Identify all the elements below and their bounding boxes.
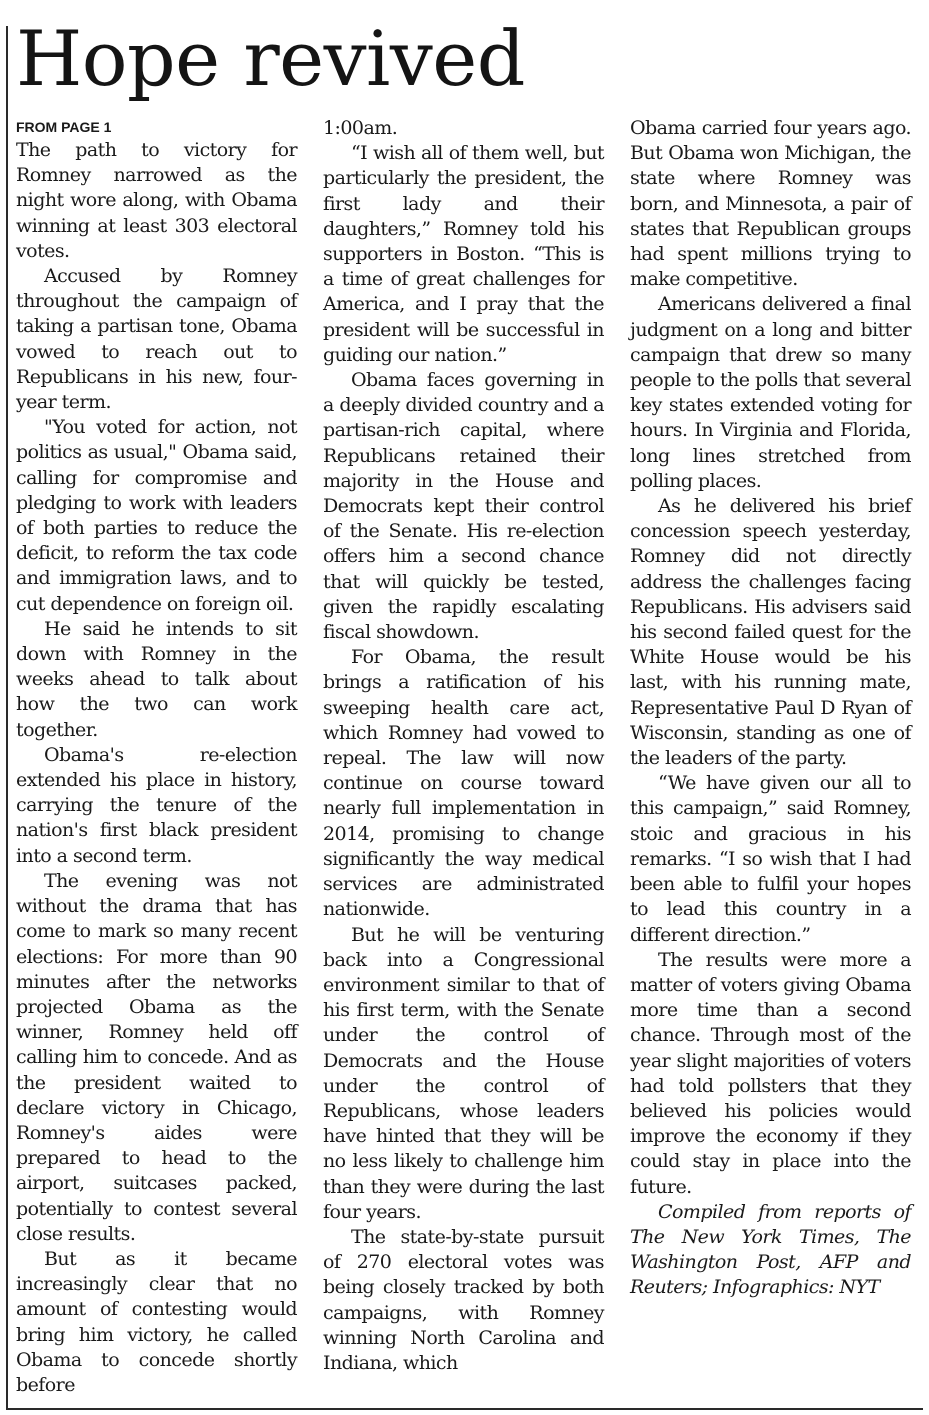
paragraph: Americans delivered a final judgment on a long and bitter campaign that drew so many people to the polls that several key states extended voting for hours. In Virginia and Florida, long lines stretched from polling places. bbox=[630, 293, 911, 492]
paragraph: The state-by-state pursuit of 270 electoral votes was being closely tracked by both campaigns, with Romney winning North Carolina and Indiana, which bbox=[323, 1225, 604, 1374]
left-column-rule bbox=[6, 26, 8, 1408]
bottom-rule bbox=[6, 1408, 923, 1410]
paragraph: "You voted for action, not politics as usual," Obama said, calling for compromise and pledging to work with leaders of both parties to reduce the deficit, to reform the tax code and immigration laws, and to cut dependence on foreign oil. bbox=[16, 416, 297, 615]
paragraph: But he will be venturing back into a Congressional environment similar to that of his first term, with the Senate under the control of Democrats and the House under the control of Republicans, whose leaders have hinted that they will be no less likely to challenge him than they were during the last four years. bbox=[323, 923, 604, 1223]
paragraph: “I wish all of them well, but particularly the president, the first lady and their daughters,” Romney told his supporters in Boston. “This is a time of great challenges for America, and I pray that the president will be successful in guiding our nation.” bbox=[323, 142, 604, 366]
paragraph: The path to victory for Romney narrowed as the night wore along, with Obama winning at least 303 electoral votes. bbox=[16, 139, 297, 262]
paragraph: Obama faces governing in a deeply divided country and a partisan-rich capital, where Republicans retained their majority in the House and Democrats kept their control of the Senate. His re-election offers him a second chance that will quickly be tested, given the rapidly escalating fiscal showdown. bbox=[323, 369, 604, 644]
kicker-from-page: FROM PAGE 1 bbox=[16, 119, 112, 135]
paragraph: For Obama, the result brings a ratification of his sweeping health care act, which Romney had vowed to repeal. The law will now continue on course toward nearly full implementation in 2014, promising to change significantly the way medical services are administrated nationwide. bbox=[323, 646, 604, 921]
paragraph: The evening was not without the drama that has come to mark so many recent elections: For more than 90 minutes after the networks projected Obama as the winner, Romney held off calling him to concede. And as the president waited to declare victory in Chicago, Romney's aides were prepared to head to the airport, suitcases packed, potentially to contest several close results. bbox=[16, 869, 297, 1245]
paragraph: The results were more a matter of voters giving Obama more time than a second chance. Through most of the year slight majorities of voters had told pollsters that they believed his policies would improve the economy if they could stay in place into the future. bbox=[630, 948, 911, 1198]
paragraph: As he delivered his brief concession speech yesterday, Romney did not directly address the challenges facing Republicans. His advisers said his second failed quest for the White House would be his last, with his running mate, Representative Paul D Ryan of Wisconsin, standing as one of the leaders of the party. bbox=[630, 495, 911, 770]
paragraph: Obama carried four years ago. But Obama won Michigan, the state where Romney was born, and Minnesota, a pair of states that Republican groups had spent millions trying to make competitive. bbox=[630, 117, 911, 291]
paragraph: 1:00am. bbox=[323, 117, 398, 139]
article-column-2 bbox=[323, 116, 604, 1376]
article-column-1 bbox=[16, 116, 297, 1398]
paragraph: He said he intends to sit down with Romney in the weeks ahead to talk about how the two can work together. bbox=[16, 617, 297, 741]
source-credit: Compiled from reports of The New York Times, The Washington Post, AFP and Reuters; Infographics: NYT bbox=[630, 1200, 911, 1299]
paragraph: Accused by Romney throughout the campaign of taking a partisan tone, Obama vowed to reach out to Republicans in his new, four-year term. bbox=[16, 265, 297, 414]
paragraph: “We have given our all to this campaign,” said Romney, stoic and gracious in his remarks. “I so wish that I had been able to fulfil your hopes to lead this country in a different direction.” bbox=[630, 772, 911, 946]
article-column-3 bbox=[630, 116, 911, 1301]
headline: Hope revived bbox=[16, 14, 525, 103]
paragraph: Obama's re-election extended his place in history, carrying the tenure of the nation's first black president into a second term. bbox=[16, 743, 297, 867]
paragraph: But as it became increasingly clear that no amount of contesting would bring him victory, he called Obama to concede shortly before bbox=[16, 1247, 297, 1396]
